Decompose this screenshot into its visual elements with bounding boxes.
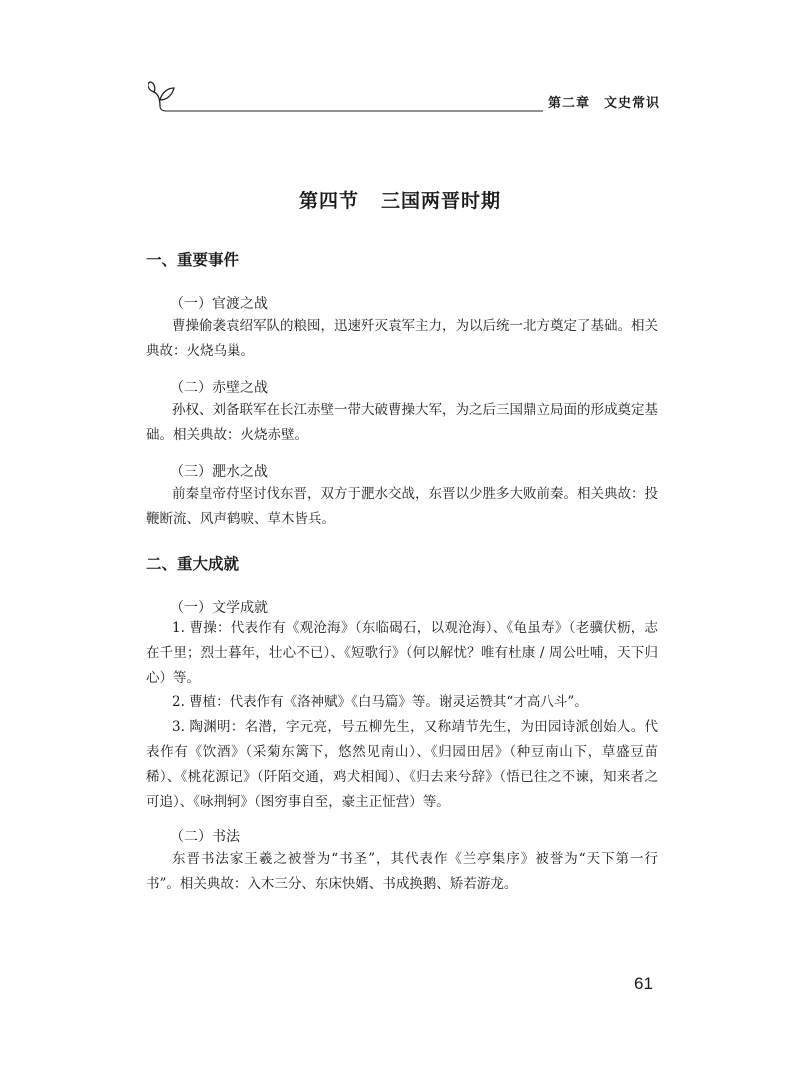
page-number: 61	[634, 974, 653, 993]
section-name: 三国两晋时期	[381, 190, 502, 212]
subheading-literature: （一）文学成就	[170, 600, 268, 616]
subheading-chibi: （二）赤壁之战	[170, 380, 268, 396]
chapter-label: 第二章	[548, 96, 591, 111]
paragraph-caozhi: 2. 曹植：代表作有《洛神赋》《白马篇》等。谢灵运赞其“才高八斗”。	[172, 694, 588, 710]
heading-achievements: 二、重大成就	[146, 555, 240, 573]
header-line	[160, 106, 543, 111]
paragraph-taoyuanming: 3. 陶渊明：名潜，字元亮，号五柳先生，又称靖节先生，为田园诗派创始人。代表作有《饮酒》（采菊东篱下，悠然见南山）、《归园田居》（种豆南山下，草盛豆苗稀）、《桃花源记》（阡陌交通，鸡犬相闻）、《归去来兮辞》（悟已往之不谏，知来者之可追）、《咏荆轲》（图穷事自至，豪主正怔营）等。	[146, 719, 658, 810]
section-title	[0, 186, 800, 213]
paragraph-guandu: 曹操偷袭袁绍军队的粮囤，迅速歼灭袁军主力，为以后统一北方奠定了基础。相关典故：火烧乌巢。	[146, 318, 658, 359]
sprout-icon	[148, 82, 174, 106]
running-header	[548, 92, 660, 111]
subheading-guandu: （一）官渡之战	[170, 296, 268, 312]
subheading-feishui: （三）淝水之战	[170, 464, 268, 480]
paragraph-chibi: 孙权、刘备联军在长江赤壁一带大破曹操大军，为之后三国鼎立局面的形成奠定基础。相关典故：火烧赤壁。	[146, 402, 658, 443]
heading-important-events: 一、重要事件	[146, 251, 240, 269]
subheading-calligraphy: （二）书法	[170, 829, 240, 845]
paragraph-calligraphy: 东晋书法家王羲之被誉为“书圣”，其代表作《兰亭集序》被誉为“天下第一行书”。相关典故：入木三分、东床快婿、书成换鹅、矫若游龙。	[146, 851, 658, 892]
paragraph-caocao: 1. 曹操：代表作有《观沧海》（东临碣石，以观沧海）、《龟虽寿》（老骥伏枥，志在千里；烈士暮年，壮心不已）、《短歌行》（何以解忧？唯有杜康 / 周公吐哺，天下归心）等。	[146, 620, 658, 686]
chapter-subject: 文史常识	[604, 96, 661, 111]
paragraph-feishui: 前秦皇帝苻坚讨伐东晋，双方于淝水交战，东晋以少胜多大败前秦。相关典故：投鞭断流、风声鹤唳、草木皆兵。	[146, 486, 658, 527]
section-number: 第四节	[298, 190, 359, 212]
